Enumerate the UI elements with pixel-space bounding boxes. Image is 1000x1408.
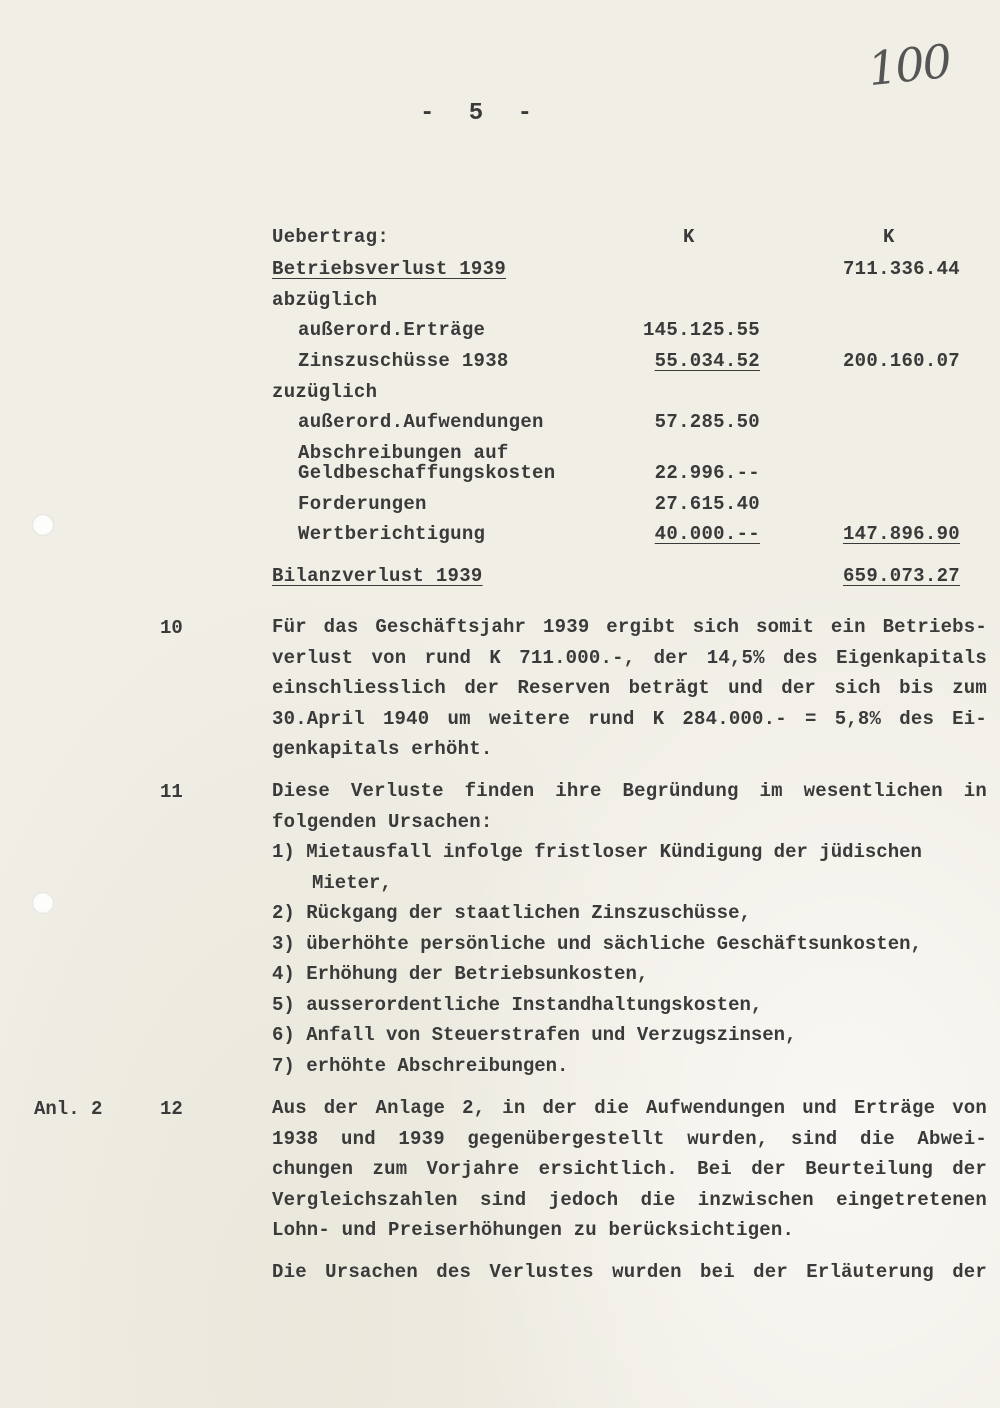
paragraph-line: chungen zum Vorjahre ersichtlich. Bei der Beurteilung der: [272, 1158, 987, 1180]
paragraph-line: Für das Geschäftsjahr 1939 ergibt sich somit ein Betriebs-: [272, 616, 987, 638]
punch-hole-bottom: [32, 892, 54, 914]
forderungen-value: 27.615.40: [654, 493, 760, 515]
section-11-paragraph: [272, 776, 987, 837]
aufwendungen-label: außerord.Aufwendungen: [298, 411, 544, 433]
abschreibungen-label-2: Geldbeschaffungskosten: [298, 462, 556, 484]
section-10-paragraph: [272, 612, 987, 765]
page-number: - 5 -: [420, 100, 543, 127]
paragraph-line: 30.April 1940 um weitere rund K 284.000.- = 5,8% des Ei-: [272, 707, 987, 730]
list-item: 4) Erhöhung der Betriebsunkosten,: [272, 963, 649, 985]
section-12-number: 12: [160, 1098, 183, 1120]
betriebsverlust-label: Betriebsverlust 1939: [272, 258, 507, 280]
forderungen-label: Forderungen: [298, 493, 427, 515]
abschreibungen-label-1: Abschreibungen auf: [298, 442, 509, 464]
paragraph-line: einschliesslich der Reserven beträgt und der sich bis zum: [272, 677, 987, 699]
section-10-number: 10: [160, 617, 183, 639]
wertberichtigung-value: 40.000.--: [654, 523, 760, 545]
paragraph-line: genkapitals erhöht.: [272, 738, 493, 760]
list-item: 7) erhöhte Abschreibungen.: [272, 1054, 569, 1077]
paragraph-line: verlust von rund K 711.000.-, der 14,5% des Eigenkapitals: [272, 646, 987, 669]
paragraph-line: Vergleichszahlen sind jedoch die inzwischen eingetretenen: [272, 1188, 987, 1211]
list-item: 1) Mietausfall infolge fristloser Kündigung der jüdischen: [272, 841, 922, 863]
column-header-2: K: [883, 226, 895, 248]
paragraph-line: Die Ursachen des Verlustes wurden bei der Erläuterung der: [272, 1261, 987, 1283]
list-item: 6) Anfall von Steuerstrafen und Verzugszinsen,: [272, 1024, 797, 1046]
abschreibungen-value: 22.996.--: [654, 462, 760, 484]
zinsen-total: 200.160.07: [842, 350, 960, 372]
paragraph-line: Aus der Anlage 2, in der die Aufwendungen und Erträge von: [272, 1097, 987, 1119]
wertberichtigung-total: 147.896.90: [842, 523, 960, 545]
aufwendungen-value: 57.285.50: [654, 411, 760, 433]
list-item: 3) überhöhte persönliche und sächliche Geschäftsunkosten,: [272, 932, 922, 955]
causes-list: [272, 837, 922, 1081]
paragraph-line: Lohn- und Preiserhöhungen zu berücksichtigen.: [272, 1219, 795, 1241]
betriebsverlust-total: 711.336.44: [842, 258, 960, 280]
section-12-continuation: [272, 1257, 987, 1288]
zinsen-label: Zinszuschüsse 1938: [298, 350, 509, 372]
handwritten-page-number: 100: [865, 33, 953, 97]
ertraege-label: außerord.Erträge: [298, 319, 486, 341]
table-header-label: Uebertrag:: [272, 226, 390, 248]
paragraph-line: folgenden Ursachen:: [272, 810, 493, 833]
punch-hole-top: [32, 514, 54, 536]
section-11-number: 11: [160, 781, 183, 803]
bilanzverlust-label: Bilanzverlust 1939: [272, 565, 483, 587]
wertberichtigung-label: Wertberichtigung: [298, 523, 486, 545]
zinsen-value: 55.034.52: [654, 350, 760, 372]
paragraph-line: 1938 und 1939 gegenübergestellt wurden, sind die Abwei-: [272, 1127, 987, 1150]
list-item: Mieter,: [312, 871, 392, 894]
section-12-paragraph: [272, 1093, 987, 1246]
margin-note-anlage: Anl. 2: [34, 1098, 103, 1120]
zuzueglich-label: zuzüglich: [272, 381, 378, 403]
list-item: 2) Rückgang der staatlichen Zinszuschüsse,: [272, 902, 751, 924]
paragraph-line: Diese Verluste finden ihre Begründung im wesentlichen in: [272, 780, 987, 802]
ertraege-value: 145.125.55: [642, 319, 760, 341]
column-header-1: K: [683, 226, 695, 248]
list-item: 5) ausserordentliche Instandhaltungskosten,: [272, 993, 763, 1016]
bilanzverlust-total: 659.073.27: [842, 565, 960, 587]
abzueglich-label: abzüglich: [272, 289, 378, 311]
